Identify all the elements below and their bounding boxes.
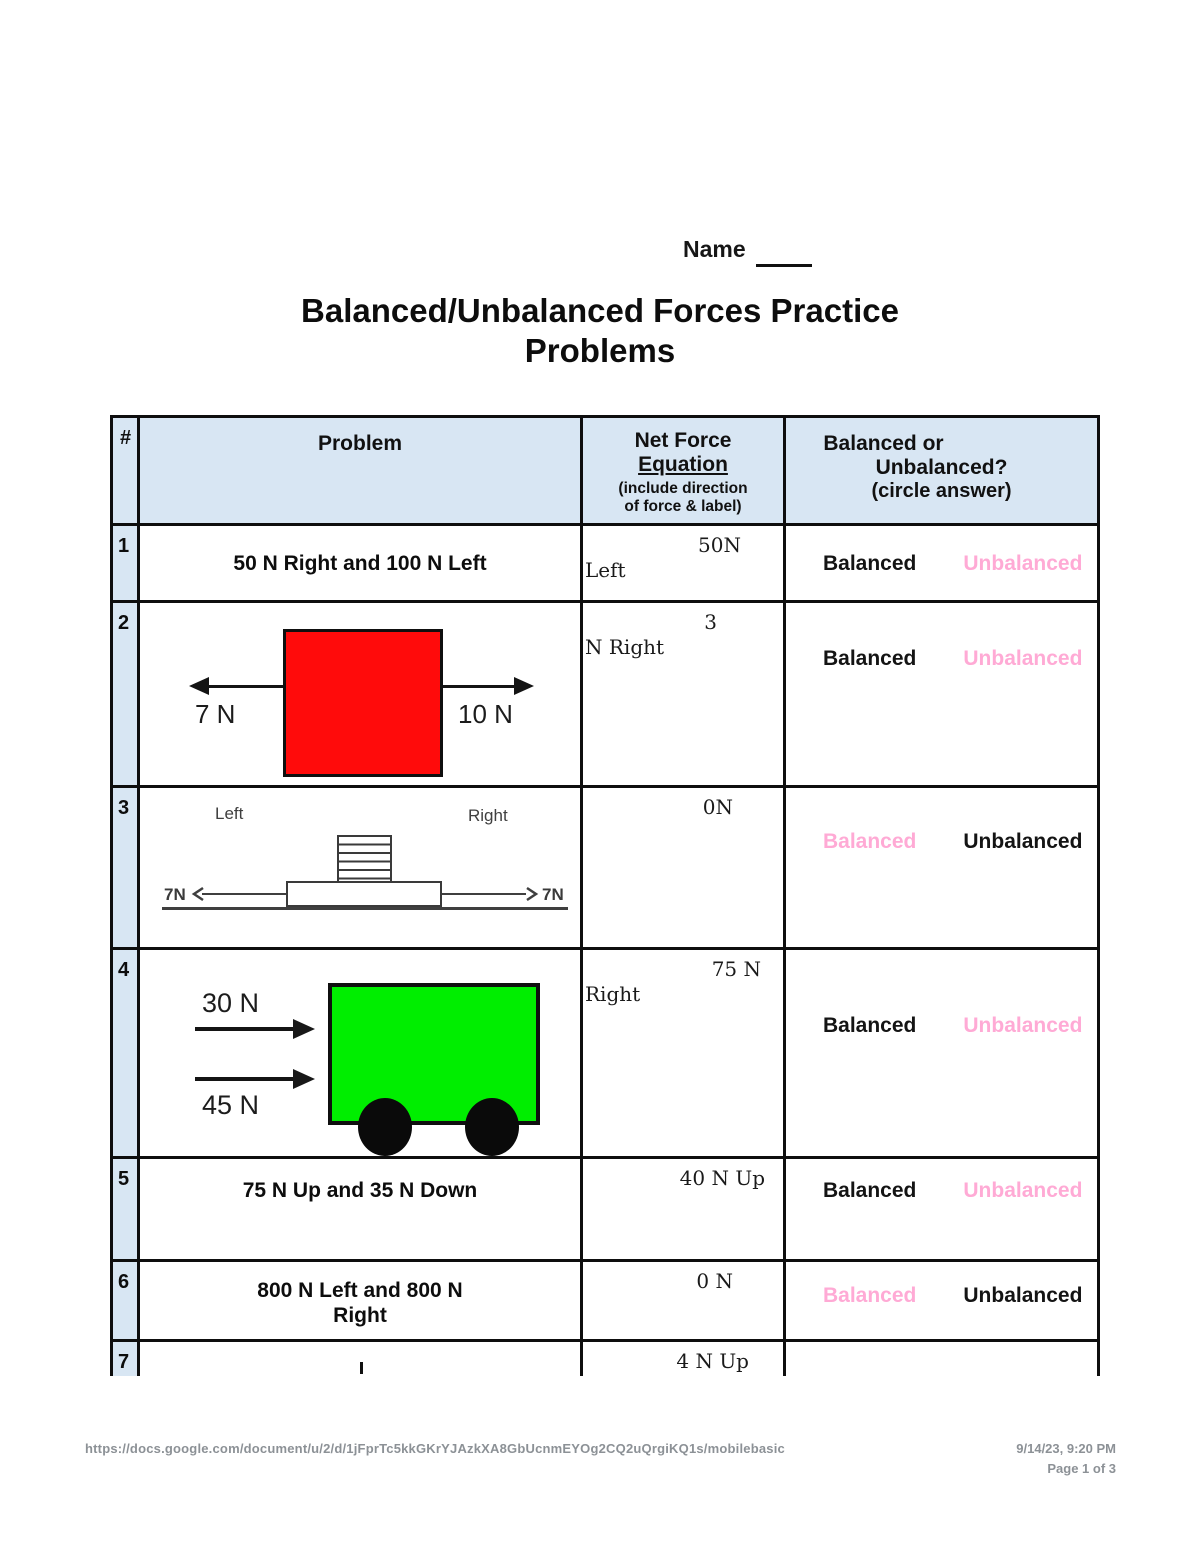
left-chevron-arrowhead-icon [191,886,205,902]
left-arrow-line [202,893,286,895]
problem-text-1: 50 N Right and 100 N Left [140,526,583,603]
unbalanced-option[interactable]: Unbalanced [963,1179,1083,1202]
answer-cell-1 [786,526,1100,603]
net-force-answer-4 [583,950,786,1159]
header-net-force-line3: (include direction [618,480,748,497]
force1-arrowhead-icon [293,1019,315,1039]
left-force-label: 7N [164,885,186,904]
right-arrow-line [442,893,526,895]
right-force-label: 10 N [458,699,513,729]
net-answer-line2: Left [585,558,626,582]
row-number: 6 [113,1262,140,1342]
net-answer-line1: 0N [702,795,733,819]
answer-cell-2 [786,603,1100,788]
footer-url: https://docs.google.com/document/u/2/d/1jFprTc5kkGKrYJAzkXA8GbUcnmEYOg2CQ2uQrgiKQ1s/mobilebasic [85,1441,785,1456]
problem-text-6-line2: Right [333,1304,387,1327]
answer-cell-7-clipped [786,1342,1100,1376]
net-force-answer-5 [583,1159,786,1262]
net-force-answer-6 [583,1262,786,1342]
cart-wheel-right [465,1098,519,1156]
header-net-force-line4: of force & label) [624,498,742,515]
force2-arrowhead-icon [293,1069,315,1089]
net-force-answer-1 [583,526,786,603]
page-title-line2: Problems [524,332,676,369]
striped-block [337,835,392,883]
clipped-image-fragment [360,1362,363,1374]
force2-arrow-line [195,1077,295,1081]
net-answer-line1: 0 N [696,1269,733,1293]
header-balanced-line1: Balanced or [823,432,944,455]
net-answer-line1: 4 N Up [676,1349,749,1373]
left-direction-label: Left [215,804,244,823]
header-net-force [583,418,786,526]
balanced-option[interactable]: Balanced [823,552,917,575]
header-net-force-line2: Equation [638,453,728,476]
left-arrowhead-icon [189,677,209,695]
net-answer-line1: 40 N Up [679,1166,765,1190]
red-box [283,629,443,777]
row-number: 4 [113,950,140,1159]
header-balanced-line3: (circle answer) [871,480,1012,502]
platform-block [286,881,442,907]
right-force-label: 7N [542,885,564,904]
page-title-line1: Balanced/Unbalanced Forces Practice [301,292,899,329]
right-chevron-arrowhead-icon [525,886,539,902]
row-number: 3 [113,788,140,950]
net-answer-line1: 50N [698,533,741,557]
problem-diagram-4 [140,950,583,1159]
page-title [0,291,1200,371]
net-answer-line2: Right [585,982,641,1006]
footer-datetime: 9/14/23, 9:20 PM [1016,1441,1116,1456]
problem-text-6-line1: 800 N Left and 800 N [257,1279,463,1302]
net-answer-line1: 3 [704,610,717,634]
header-problem: Problem [140,418,583,526]
footer-page-info: Page 1 of 3 [1047,1461,1116,1476]
problem-diagram-7-clipped [140,1342,583,1376]
answer-cell-5 [786,1159,1100,1262]
right-arrowhead-icon [514,677,534,695]
right-arrow-line [443,685,515,688]
net-answer-line2: N Right [585,635,665,659]
net-force-answer-3 [583,788,786,950]
net-answer-line1: 75 N [711,957,761,981]
problem-diagram-3 [140,788,583,950]
left-force-label: 7 N [195,699,236,729]
balanced-option[interactable]: Balanced [823,830,917,853]
cart-wheel-left [358,1098,412,1156]
problem-text-6 [140,1262,583,1342]
row-number: 7 [113,1342,140,1376]
problem-diagram-2 [140,603,583,788]
answer-cell-3 [786,788,1100,950]
ground-line [162,907,568,910]
unbalanced-option[interactable]: Unbalanced [963,552,1083,575]
answer-cell-6 [786,1262,1100,1342]
unbalanced-option[interactable]: Unbalanced [963,830,1083,853]
balanced-option[interactable]: Balanced [823,647,917,670]
header-balanced [786,418,1100,526]
left-arrow-line [208,685,283,688]
net-force-answer-2 [583,603,786,788]
balanced-option[interactable]: Balanced [823,1284,917,1307]
header-number: # [113,418,140,526]
row-number: 2 [113,603,140,788]
answer-cell-4 [786,950,1100,1159]
problem-text-5: 75 N Up and 35 N Down [140,1159,583,1262]
row-number: 5 [113,1159,140,1262]
balanced-option[interactable]: Balanced [823,1179,917,1202]
unbalanced-option[interactable]: Unbalanced [963,1014,1083,1037]
force1-arrow-line [195,1027,295,1031]
balanced-option[interactable]: Balanced [823,1014,917,1037]
force1-label: 30 N [202,988,260,1018]
header-net-force-line1: Net Force [634,429,732,452]
problems-table [110,415,1100,1376]
name-blank-line [756,264,812,267]
force2-label: 45 N [202,1090,260,1120]
unbalanced-option[interactable]: Unbalanced [963,647,1083,670]
row-number: 1 [113,526,140,603]
net-force-answer-7 [583,1342,786,1376]
unbalanced-option[interactable]: Unbalanced [963,1284,1083,1307]
name-label: Name [683,236,746,262]
right-direction-label: Right [468,806,508,825]
header-balanced-line2: Unbalanced? [875,456,1008,479]
